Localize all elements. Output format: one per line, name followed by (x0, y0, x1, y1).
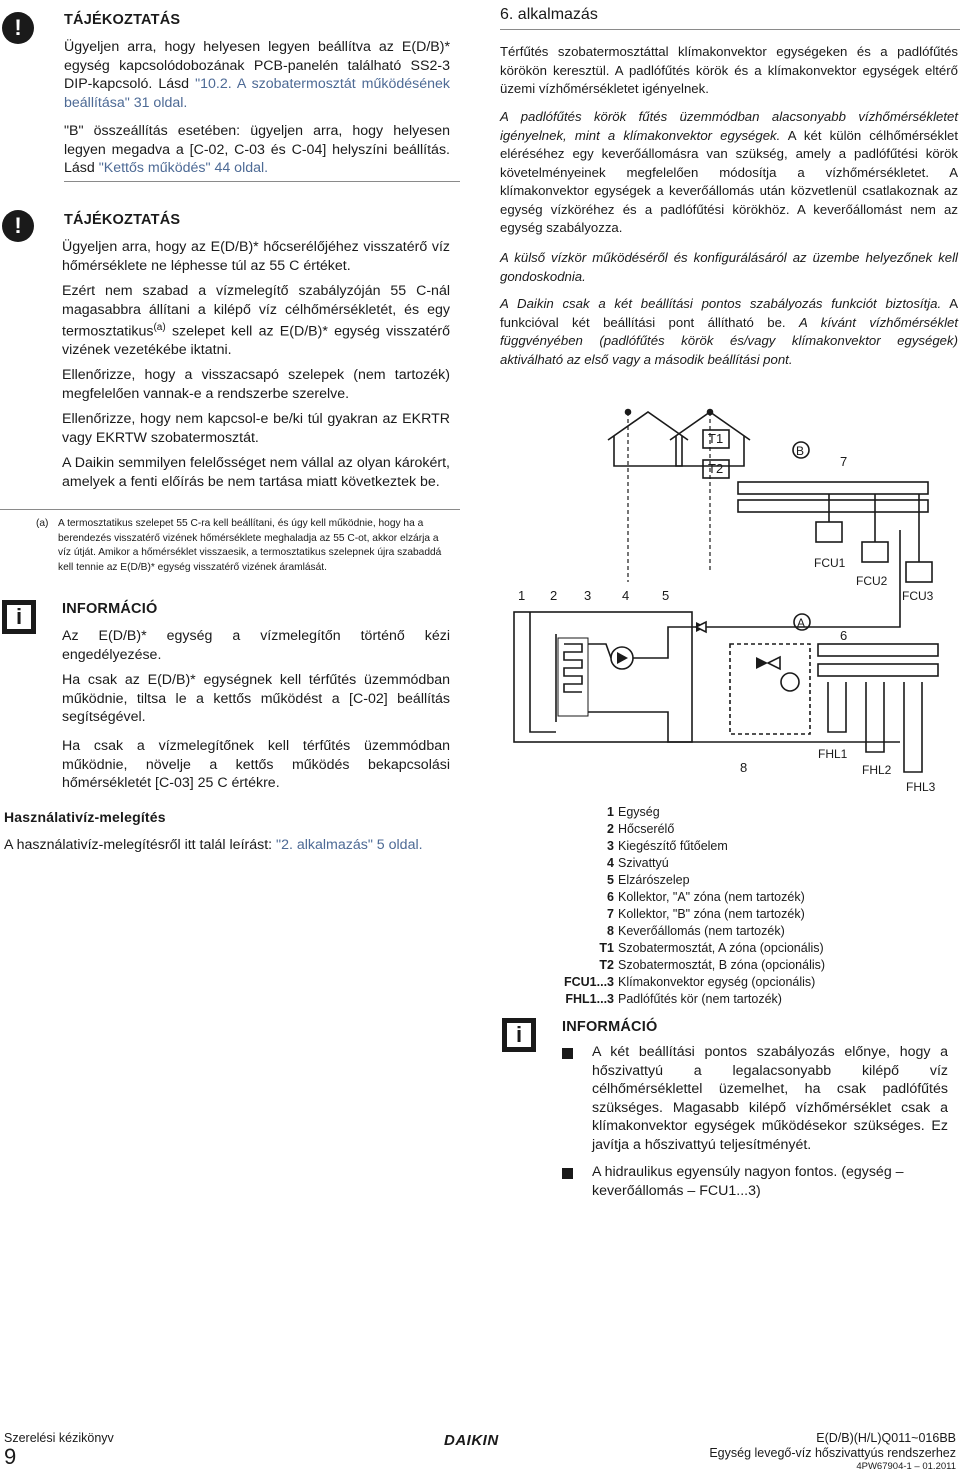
label-t2: T2 (708, 461, 724, 476)
warning-exclamation-icon: ! (2, 12, 34, 44)
info2-title: INFORMÁCIÓ (562, 1019, 658, 1035)
legend-item (550, 906, 805, 922)
legend-item (550, 889, 805, 905)
collector-zone-b (738, 482, 928, 494)
label-fhl1: FHL1 (818, 747, 848, 761)
legend-text: Keverőállomás (nem tartozék) (618, 924, 785, 938)
legend-item (550, 957, 825, 973)
bullet-marker (562, 1168, 573, 1179)
legend-item (550, 872, 690, 888)
notice2-p2-text: Ezért nem szabad a vízmelegítő szabályzóján 55 C-nál magasabbra állítani a kilépő víz célhőmérsékletét, és egy termosztatikus (62, 283, 450, 340)
label-fhl3: FHL3 (906, 780, 936, 794)
document-code: 4PW67904-1 – 01.2011 (856, 1461, 956, 1472)
app6-p4-text: A funkcióval két beállítási pont állítható be. (500, 296, 958, 330)
notice1-link-dip-switch[interactable]: "10.2. A szobatermosztát működésének beállítása" 31 oldal. (64, 76, 451, 111)
label-fcu1: FCU1 (814, 556, 846, 570)
label-fcu3: FCU3 (902, 589, 934, 603)
legend-text: Szobatermosztát, B zóna (opcionális) (618, 958, 826, 972)
legend-key: FCU1...3 (563, 975, 614, 989)
information-icon: i (502, 1018, 536, 1052)
legend-text: Hőcserélő (618, 822, 675, 836)
legend-text: Kollektor, "B" zóna (nem tartozék) (618, 907, 805, 921)
info1-paragraph1: Az E(D/B)* egység a vízmelegítőn történő kézi engedélyezése. (62, 628, 450, 663)
info2-bullet2: A hidraulikus egyensúly nagyon fontos. (egység – keverőállomás – FCU1...3) (592, 1164, 904, 1199)
label-a: A (797, 616, 806, 630)
info2-bullet1: A két beállítási pontos szabályozás előnye, hogy a hőszivattyú a legalacsonyabb kilépő víz célhőmérséklettel üzemelhet, ha csak padlófűtés szükséges. Magasabb kilépő vízhőmérséklet csak a klímakonvektor egységek működésekor szükséges. Ez javítja a hőszivattyú teljesítményét. (592, 1044, 948, 1153)
legend-key: 7 (607, 907, 614, 921)
legend-text: Padlófűtés kör (nem tartozék) (618, 992, 782, 1006)
fcu2-unit (862, 542, 888, 562)
manual-title: Szerelési kézikönyv (4, 1431, 114, 1445)
label-6: 6 (840, 628, 848, 643)
legend-item (550, 991, 782, 1007)
notice1-link-dual-operation[interactable]: "Kettős működés" 44 oldal. (98, 160, 269, 176)
legend-text: Szivattyú (618, 856, 669, 870)
label-fhl2: FHL2 (862, 763, 892, 777)
label-5: 5 (662, 588, 670, 603)
section-title: 6. alkalmazás (500, 6, 598, 23)
notice2-title: TÁJÉKOZTATÁS (64, 212, 181, 228)
notice1-p1-text: Ügyeljen arra, hogy helyesen legyen beállítva az E(D/B)* egység kapcsolódobozának PCB-panelén található SS2-3 DIP-kapcsoló. Lásd (64, 39, 450, 92)
legend-key: T2 (599, 958, 614, 972)
legend-key: 4 (607, 856, 614, 870)
legend-item (550, 804, 660, 820)
legend-text: Egység (618, 805, 660, 819)
fcu3-unit (906, 562, 932, 582)
divider (500, 29, 960, 30)
dhw-paragraph (4, 836, 460, 855)
label-fcu2: FCU2 (856, 574, 888, 588)
notice2-paragraph1: Ügyeljen arra, hogy az E(D/B)* hőcserélőjéhez visszatérő víz hőmérséklete ne léphesse túl az 55 C értéket. (62, 239, 450, 274)
legend-item (550, 838, 728, 854)
collector-zone-b-return (738, 500, 928, 512)
label-2: 2 (550, 588, 558, 603)
notice2-paragraph2 (62, 282, 450, 360)
app6-p2-text: A két külön célhőmérséklet eléréséhez egy keverőállomásra van szükség, amely a padlófűtési körök követelményeinek megfelelően módosítja a vízhőmérsékletet. A klímakonvektor egységek a keverőállomás után közvetlenül csatlakoznak az egység vízköréhez és a padlófűtési körökhöz. A keverőállomást nem az egység szabályozza. (500, 127, 958, 235)
fhl1-loop (828, 682, 846, 732)
legend-key: 2 (607, 822, 614, 836)
legend-key: T1 (599, 941, 614, 955)
legend-item (550, 821, 674, 837)
backup-heater-coil (564, 644, 582, 692)
legend-text: Kollektor, "A" zóna (nem tartozék) (618, 890, 805, 904)
label-8: 8 (740, 760, 748, 775)
label-b: B (796, 444, 805, 458)
collector-zone-a-return (818, 664, 938, 676)
app6-p4-italic-a: A Daikin csak a két beállítási pontos szabályozás funkciót biztosítja. (500, 296, 942, 311)
info1-paragraph2: Ha csak az E(D/B)* egységnek kell térfűtés üzemmódban működnie, tiltsa le a kettős működést a [C-02] beállítás segítségével. (62, 672, 450, 725)
divider (64, 181, 460, 182)
legend-key: FHL1...3 (565, 992, 614, 1006)
page-number: 9 (4, 1444, 17, 1469)
notice2-paragraph3: Ellenőrizze, hogy a visszacsapó szelepek (nem tartozék) megfelelően vannak-e a rendszerbe szerelve. (62, 367, 450, 402)
legend-text: Klímakonvektor egység (opcionális) (618, 975, 816, 989)
warning-exclamation-icon: ! (2, 210, 34, 242)
app6-paragraph1: Térfűtés szobatermosztáttal klímakonvektor egységeken és a padlófűtés körökön keresztül. A padlófűtés körök és a klímakonvektor egységek eltérő üzemi vízhőmérsékletet igényelnek. (500, 44, 958, 96)
label-1: 1 (518, 588, 526, 603)
fhl3-loop (904, 682, 922, 772)
notice1-paragraph2 (64, 122, 450, 178)
legend-key: 8 (607, 924, 614, 938)
app6-p3-italic: A külső vízkör működéséről és konfigurálásáról az üzembe helyezőnek kell gondoskodnia. (500, 250, 958, 284)
legend-item (550, 940, 824, 956)
label-t1: T1 (708, 431, 724, 446)
info1-title: INFORMÁCIÓ (62, 601, 158, 617)
legend-text: Kiegészítő fűtőelem (618, 839, 728, 853)
app6-paragraph3 (500, 249, 958, 286)
notice1-p2-text: "B" összeállítás esetében: ügyeljen arra, hogy helyesen legyen megadva a [C-02, C-03 és C-04] helyszíni beállítás. Lásd (64, 123, 450, 176)
info1-paragraph3: Ha csak a vízmelegítőnek kell térfűtés üzemmódban működnie, növelje a kettős működés bekapcsolási hőmérsékletét [C-03] 25 C értékre. (62, 738, 450, 791)
notice1-title: TÁJÉKOZTATÁS (64, 12, 181, 28)
dhw-text: A használativíz-melegítésről itt talál leírást: (4, 837, 277, 853)
app6-paragraph4 (500, 295, 958, 369)
notice2-paragraph4: Ellenőrizze, hogy nem kapcsol-e be/ki túl gyakran az EKRTR vagy EKRTW szobatermosztát. (62, 411, 450, 446)
notice1-paragraph1 (64, 38, 450, 112)
dhw-link-application2[interactable]: "2. alkalmazás" 5 oldal. (276, 837, 423, 853)
mixing-station (730, 644, 810, 734)
legend-text: Szobatermosztát, A zóna (opcionális) (618, 941, 824, 955)
hydraulic-diagram (500, 382, 960, 802)
notice2-p2-text-b: szelepet kell az E(D/B)* egység visszatérő vizének vezetékébe iktatni. (62, 323, 450, 359)
app6-p2-italic: A padlófűtés körök fűtés üzemmódban alacsonyabb vízhőmérsékletet igényelnek, mint a klímakonvektor egységek. (500, 109, 958, 143)
legend-key: 6 (607, 890, 614, 904)
legend-item (550, 923, 785, 939)
divider (0, 509, 460, 510)
footnote-text: A termosztatikus szelepet 55 C-ra kell beállítani, és úgy kell működnie, hogy ha a berendezés visszatérő vizének hőmérséklete meghaladja az 55 C-ot, akkor elzárja a víz útját. Amikor a hőmérséklet visszaesik, a termosztatikus szelepnek újra szabaddá kell tennie az E(D/B)* egység visszatérő vizének áramlását. (58, 518, 442, 573)
fcu1-unit (816, 522, 842, 542)
footnote-reference: (a) (153, 322, 166, 333)
daikin-logo: DAIKIN (444, 1432, 499, 1449)
label-7: 7 (840, 454, 848, 469)
collector-zone-a (818, 644, 938, 656)
label-4: 4 (622, 588, 630, 603)
information-icon: i (2, 600, 36, 634)
legend-key: 5 (607, 873, 614, 887)
bullet-marker (562, 1048, 573, 1059)
legend-item (550, 974, 815, 990)
app6-paragraph2 (500, 108, 958, 238)
notice2-paragraph5: A Daikin semmilyen felelősséget nem vállal az olyan károkért, amelyek a fenti előírás be nem tartása miatt következtek be. (62, 455, 450, 490)
footnote-mark: (a) (36, 518, 49, 529)
app6-p4-italic-b: A kívánt vízhőmérséklet függvényében (padlófűtés körök és/vagy klímakonvektor egységek) aktiválható az első vagy a második beállítási pont. (500, 314, 959, 367)
legend-item (550, 855, 669, 871)
label-3: 3 (584, 588, 592, 603)
dhw-section-title: Használativíz-melegítés (4, 809, 166, 825)
legend-text: Elzárószelep (618, 873, 690, 887)
model-code: E(D/B)(H/L)Q011~016BB (816, 1431, 956, 1445)
legend-key: 3 (607, 839, 614, 853)
unit-box (514, 612, 692, 742)
legend-key: 1 (607, 805, 614, 819)
product-subtitle: Egység levegő-víz hőszivattyús rendszerhez (709, 1446, 956, 1460)
